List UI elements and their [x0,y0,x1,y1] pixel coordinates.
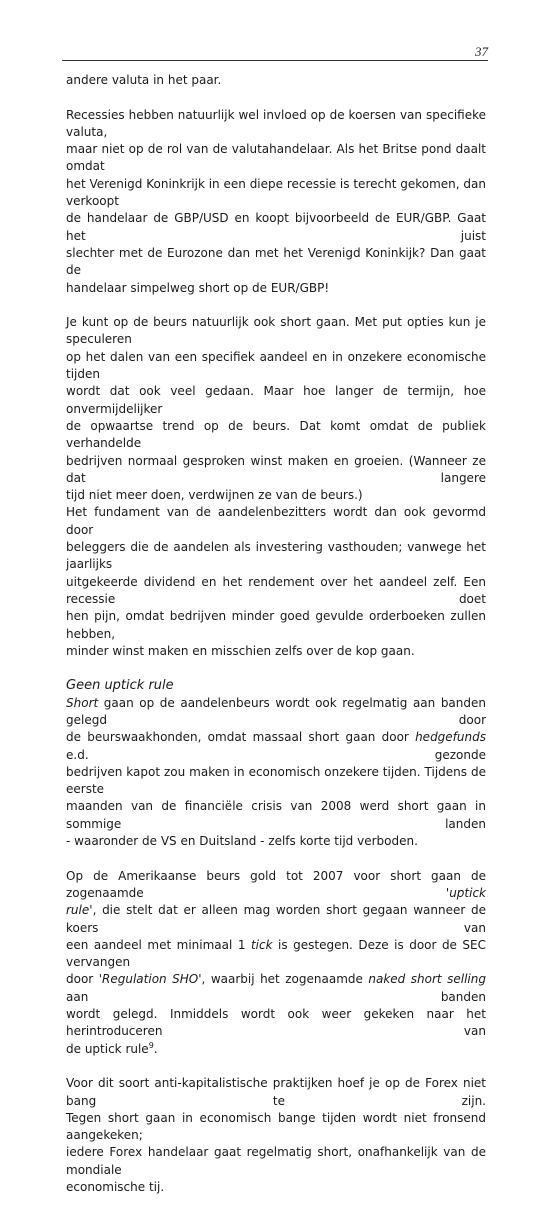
paragraph-2-line: maar niet op de rol van de valutahandelaar. Als het Britse pond daalt omdat [66,142,486,174]
paragraph-1 [66,72,486,89]
paragraph-1-text: andere valuta in het paar. [66,73,222,87]
paragraph-7 [66,1075,486,1196]
paragraph-2-line: het Verenigd Koninkrijk in een diepe recessie is terecht gekomen, dan verkoopt [66,176,486,209]
paragraph-3-line: Je kunt op de beurs natuurlijk ook short gaan. Met put opties kun je speculeren [66,315,486,347]
text-run: is gestegen. Deze is door de SEC vervangen [66,937,487,970]
paragraph-3-line: wordt dat ook veel gedaan. Maar hoe langer de termijn, hoe onvermijdelijker [66,384,486,416]
paragraph-2-line: Recessies hebben natuurlijk wel invloed op de koersen van specifieke valuta, [66,107,486,139]
text-run: gaan op de aandelenbeurs wordt ook regelmatig aan banden gelegd door [66,695,486,727]
emphasis: rule [66,903,90,918]
section-heading: Geen uptick rule [66,678,174,694]
emphasis: tick [250,937,273,952]
emphasis: Short [66,695,99,710]
paragraph-5 [66,695,486,851]
paragraph-6-line [66,902,486,937]
text-run: , waarbij het zogenaamde [201,972,369,987]
paragraph-6-line: wordt gelegd. Inmiddels wordt ook weer gekeken naar het herintroduceren van [66,1007,486,1039]
paragraph-4-line: beleggers die de aandelen als investering vasthouden; vanwege het jaarlijks [66,540,486,572]
page-number: 37 [475,44,488,59]
paragraph-4-line: uitgekeerde dividend en het rendement over het aandeel zelf. Een recessie doet [66,574,486,606]
paragraph-5-line: bedrijven kapot zou maken in economisch onzekere tijden. Tijdens de eerste [66,764,486,797]
paragraph-4 [66,504,486,660]
paragraph-6 [66,868,486,1058]
footnote-marker[interactable]: 9 [148,1040,154,1050]
paragraph-2-line: slechter met de Eurozone dan met het Verenigd Koninkijk? Dan gaat de [66,245,486,278]
paragraph-3 [66,314,486,504]
paragraph-2-line: handelaar simpelweg short op de EUR/GBP! [66,280,330,295]
paragraph-6-line [66,971,486,1006]
paragraph-4-line: Het fundament van de aandelenbezitters wordt dan ook gevormd door [66,505,486,537]
paragraph-3-line: op het dalen van een specifiek aandeel en in onzekere economische tijden [66,349,486,382]
paragraph-2 [66,107,486,297]
paragraph-7-line: Voor dit soort anti-kapitalistische praktijken hoef je op de Forex niet bang te zijn. [66,1076,486,1108]
paragraph-5-line [66,695,486,730]
paragraph-6-line [66,868,486,903]
text-run: de beurswaakhonden, omdat massaal short gaan door [66,730,416,745]
paragraph-4-line: hen pijn, omdat bedrijven minder goed gevulde orderboeken zullen hebben, [66,609,486,641]
paragraph-5-line [66,729,486,764]
text-run: aan banden [66,989,486,1004]
paragraph-7-line: iedere Forex handelaar gaat regelmatig short, onafhankelijk van de mondiale [66,1145,486,1177]
paragraph-2-line: de handelaar de GBP/USD en koopt bijvoorbeeld de EUR/GBP. Gaat het juist [66,211,486,243]
paragraph-5-line: - waaronder de VS en Duitsland - zelfs korte tijd verboden. [66,834,418,849]
text-run: . [153,1041,158,1056]
header-rule [62,60,488,61]
paragraph-4-line: minder winst maken en misschien zelfs over de kop gaan. [66,643,415,658]
emphasis: Regulation SHO' [102,972,202,987]
paragraph-5-line: maanden van de financiële crisis van 2008 werd short gaan in sommige landen [66,799,486,831]
text-run: Op de Amerikaanse beurs gold tot 2007 voor short gaan de zogenaamde ' [66,868,486,900]
emphasis: hedgefunds [415,730,486,745]
paragraph-3-line: tijd niet meer doen, verdwijnen ze van de beurs.) [66,488,363,503]
emphasis: uptick [449,885,486,900]
paragraph-7-line: Tegen short gaan in economisch bange tijden wordt niet fronsend aangekeken; [66,1110,486,1143]
paragraph-6-line [66,1041,486,1058]
paragraph-6-line [66,937,486,972]
page-body [66,72,486,1214]
paragraph-3-line: bedrijven normaal gesproken winst maken en groeien. (Wanneer ze dat langere [66,453,486,485]
paragraph-3-line: de opwaartse trend op de beurs. Dat komt omdat de publiek verhandelde [66,418,486,451]
text-run: een aandeel met minimaal 1 [66,937,251,952]
text-run: de uptick rule [66,1041,149,1056]
emphasis: naked short selling [368,972,486,987]
text-run: e.d. gezonde [66,747,486,762]
paragraph-7-line: economische tij. [66,1180,165,1194]
text-run: door ' [66,972,103,987]
text-run: ', die stelt dat er alleen mag worden short gegaan wanneer de koers van [66,903,486,935]
